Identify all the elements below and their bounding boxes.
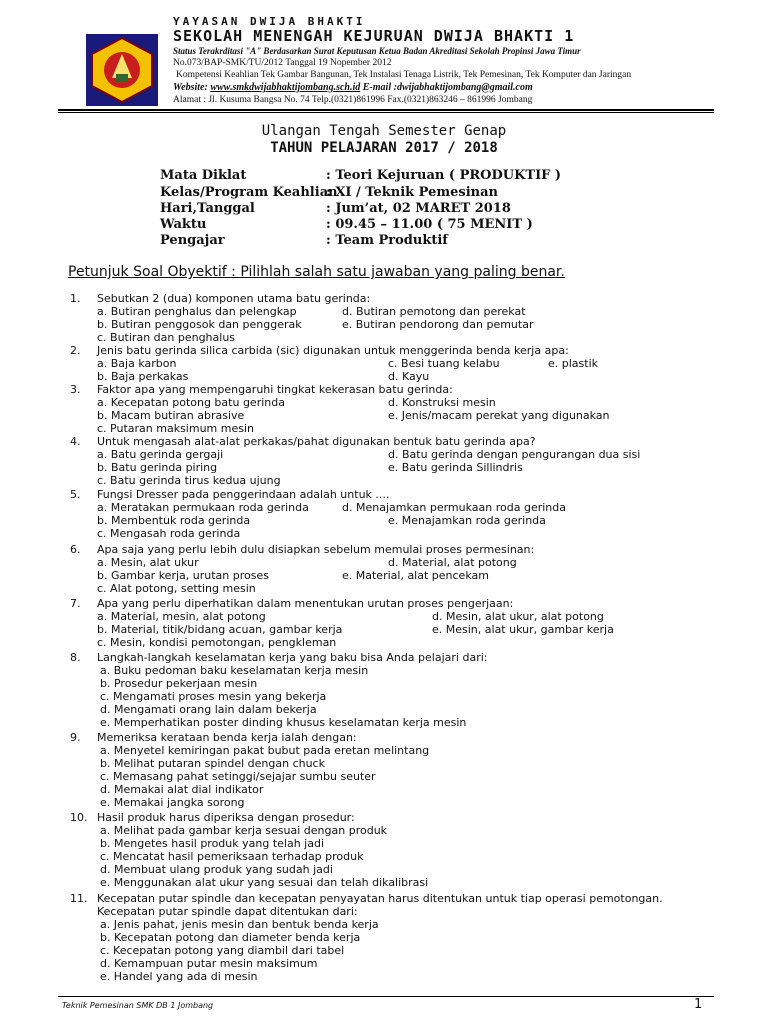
option: c. Butiran dan penghalus [97, 331, 236, 344]
option: b. Melihat putaran spindel dengan chuck [100, 757, 325, 770]
option: b. Kecepatan potong dan diameter benda kerja [100, 931, 361, 944]
question-number: 5. [70, 488, 81, 501]
accreditation-number: No.073/BAP-SMK/TU/2012 Tanggal 19 Nopember 2012 [173, 58, 392, 68]
option: e. Memperhatikan poster dinding khusus keselamatan kerja mesin [100, 716, 467, 729]
contact-line [173, 82, 533, 93]
school-logo-icon [86, 34, 158, 106]
option: e. Memakai jangka sorong [100, 796, 245, 809]
option: b. Mengetes hasil produk yang telah jadi [100, 837, 325, 850]
option: b. Baja perkakas [97, 370, 189, 383]
option: a. Mesin, alat ukur [97, 556, 199, 569]
website-link[interactable]: www.smkdwijabhaktijombang.sch.id [210, 82, 361, 93]
competencies: Kompetensi Keahlian Tek Gambar Bangunan, Tek Instalasi Tenaga Listrik, Tek Pemesinan, Tek Komputer dan Jaringan [176, 70, 632, 80]
question-text: Untuk mengasah alat-alat perkakas/pahat digunakan bentuk batu gerinda apa? [97, 435, 536, 448]
foundation-name: YAYASAN DWIJA BHAKTI [173, 15, 366, 28]
option: a. Jenis pahat, jenis mesin dan bentuk benda kerja [100, 918, 379, 931]
option: a. Menyetel kemiringan pakat bubut pada eretan melintang [100, 744, 430, 757]
option: c. Mencatat hasil pemeriksaan terhadap produk [100, 850, 364, 863]
option: c. Putaran maksimum mesin [97, 422, 254, 435]
question-number: 4. [70, 435, 81, 448]
question-text: Sebutkan 2 (dua) komponen utama batu gerinda: [97, 292, 371, 305]
option: e. Jenis/macam perekat yang digunakan [388, 409, 610, 422]
question-text: Hasil produk harus diperiksa dengan prosedur: [97, 811, 355, 824]
question-number: 2. [70, 344, 81, 357]
info-value: : Teori Kejuruan ( PRODUKTIF ) [326, 168, 562, 183]
option: a. Melihat pada gambar kerja sesuai dengan produk [100, 824, 388, 837]
option: e. Handel yang ada di mesin [100, 970, 258, 983]
option: e. Menajamkan roda gerinda [388, 514, 546, 527]
question-number: 7. [70, 597, 81, 610]
option: b. Material, titik/bidang acuan, gambar kerja [97, 623, 343, 636]
question-text-continued: Kecepatan putar spindle dapat ditentukan dari: [97, 905, 358, 918]
question-text: Faktor apa yang mempengaruhi tingkat kekerasan batu gerinda: [97, 383, 453, 396]
email-link[interactable]: dwijabhaktijombang@gmail.com [396, 82, 533, 93]
option: c. Kecepatan potong yang diambil dari tabel [100, 944, 345, 957]
accreditation-status: Status Terakrditasi "A" Berdasarkan Surat Keputusan Ketua Badan Akreditasi Sekolah Propinsi Jawa Timur [173, 46, 581, 56]
info-label: Mata Diklat [160, 168, 247, 183]
option: b. Butiran penggosok dan penggerak [97, 318, 302, 331]
footer-divider [58, 996, 714, 997]
option: d. Mengamati orang lain dalam bekerja [100, 703, 317, 716]
option: c. Mengamati proses mesin yang bekerja [100, 690, 327, 703]
option: d. Kayu [388, 370, 430, 383]
question-number: 10. [70, 811, 88, 824]
option: d. Menajamkan permukaan roda gerinda [342, 501, 566, 514]
option: d. Butiran pemotong dan perekat [342, 305, 526, 318]
question-text: Jenis batu gerinda silica carbida (sic) digunakan untuk menggerinda benda kerja apa: [97, 344, 569, 357]
info-label: Waktu [160, 217, 207, 232]
question-text: Fungsi Dresser pada penggerindaan adalah untuk .... [97, 488, 390, 501]
question-text: Kecepatan putar spindle dan kecepatan penyayatan harus ditentukan untuk tiap operasi pemotongan. [97, 892, 663, 905]
option: e. Batu gerinda Sillindris [388, 461, 523, 474]
option: d. Material, alat potong [388, 556, 517, 569]
option: a. Meratakan permukaan roda gerinda [97, 501, 309, 514]
question-number: 3. [70, 383, 81, 396]
school-name: SEKOLAH MENENGAH KEJURUAN DWIJA BHAKTI 1 [173, 27, 575, 45]
question-text: Apa saja yang perlu lebih dulu disiapkan sebelum memulai proses permesinan: [97, 543, 535, 556]
question-text: Apa yang perlu diperhatikan dalam menentukan urutan proses pengerjaan: [97, 597, 514, 610]
website-label: Website: [173, 82, 211, 93]
option: b. Prosedur pekerjaan mesin [100, 677, 258, 690]
header-divider-thin [58, 112, 714, 113]
option: e. Menggunakan alat ukur yang sesuai dan telah dikalibrasi [100, 876, 429, 889]
info-value: : Jum’at, 02 MARET 2018 [326, 201, 511, 216]
option: a. Buku pedoman baku keselamatan kerja mesin [100, 664, 369, 677]
option: c. Memasang pahat setinggi/sejajar sumbu seuter [100, 770, 376, 783]
option: a. Kecepatan potong batu gerinda [97, 396, 285, 409]
footer-text: Teknik Pemesinan SMK DB 1 Jombang [62, 1001, 214, 1010]
header-divider [58, 109, 714, 111]
option: c. Alat potong, setting mesin [97, 582, 256, 595]
question-number: 6. [70, 543, 81, 556]
question-number: 1. [70, 292, 81, 305]
option: b. Gambar kerja, urutan proses [97, 569, 269, 582]
option: b. Macam butiran abrasive [97, 409, 245, 422]
option: c. Besi tuang kelabu [388, 357, 500, 370]
option: c. Batu gerinda tirus kedua ujung [97, 474, 281, 487]
exam-year: TAHUN PELAJARAN 2017 / 2018 [270, 140, 498, 156]
address: Alamat : Jl. Kusuma Bangsa No. 74 Telp.(0321)861996 Fax.(0321)863246 – 861996 Jombang [173, 95, 533, 105]
option: d. Memakai alat dial indikator [100, 783, 264, 796]
info-value: : XI / Teknik Pemesinan [326, 185, 498, 200]
question-text: Memeriksa kerataan benda kerja ialah dengan: [97, 731, 357, 744]
option: d. Batu gerinda dengan pengurangan dua sisi [388, 448, 641, 461]
option: e. Material, alat pencekam [342, 569, 489, 582]
info-label: Kelas/Program Keahlian [160, 185, 338, 200]
info-value: : 09.45 – 11.00 ( 75 MENIT ) [326, 217, 533, 232]
option: a. Baja karbon [97, 357, 177, 370]
option: a. Batu gerinda gergaji [97, 448, 224, 461]
option: e. plastik [548, 357, 599, 370]
question-number: 8. [70, 651, 81, 664]
option: c. Mengasah roda gerinda [97, 527, 241, 540]
question-number: 11. [70, 892, 88, 905]
question-number: 9. [70, 731, 81, 744]
option: d. Mesin, alat ukur, alat potong [432, 610, 604, 623]
option: b. Batu gerinda piring [97, 461, 218, 474]
instruction-heading: Petunjuk Soal Obyektif : Pilihlah salah satu jawaban yang paling benar. [68, 264, 565, 280]
option: d. Konstruksi mesin [388, 396, 496, 409]
option: a. Butiran penghalus dan pelengkap [97, 305, 297, 318]
page-number: 1 [694, 997, 703, 1012]
info-value: : Team Produktif [326, 233, 448, 248]
info-label: Pengajar [160, 233, 225, 248]
option: a. Material, mesin, alat potong [97, 610, 266, 623]
info-label: Hari,Tanggal [160, 201, 255, 216]
question-text: Langkah-langkah keselamatan kerja yang baku bisa Anda pelajari dari: [97, 651, 488, 664]
exam-title: Ulangan Tengah Semester Genap [261, 123, 507, 139]
option: c. Mesin, kondisi pemotongan, pengkleman [97, 636, 337, 649]
email-label: E-mail : [360, 82, 397, 93]
option: d. Kemampuan putar mesin maksimum [100, 957, 318, 970]
option: b. Membentuk roda gerinda [97, 514, 251, 527]
option: e. Mesin, alat ukur, gambar kerja [432, 623, 614, 636]
option: d. Membuat ulang produk yang sudah jadi [100, 863, 333, 876]
option: e. Butiran pendorong dan pemutar [342, 318, 534, 331]
